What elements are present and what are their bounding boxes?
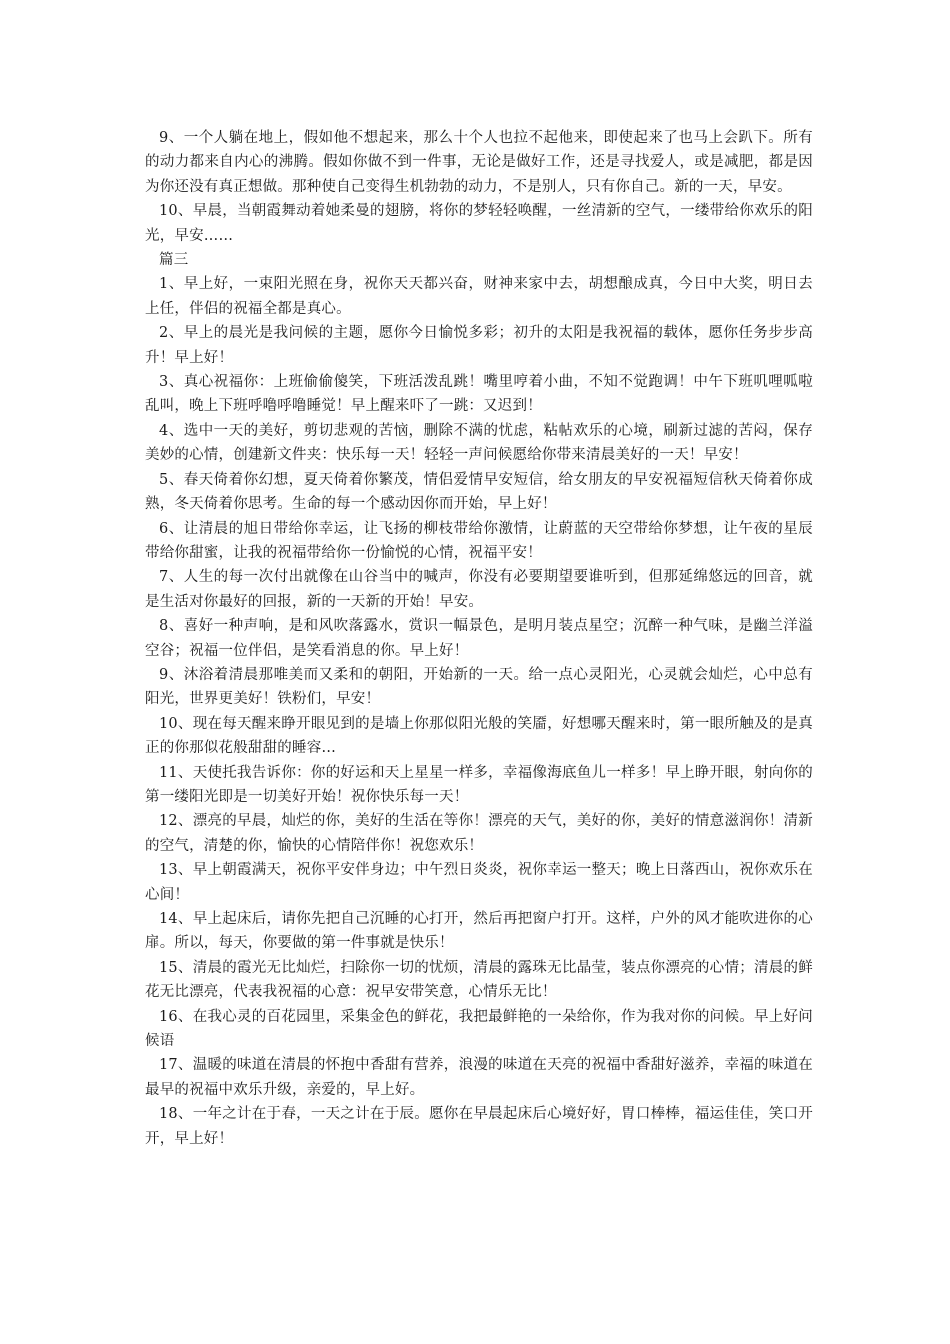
paragraph-12: 12、漂亮的早晨，灿烂的你，美好的生活在等你！漂亮的天气，美好的你，美好的情意滋润你！清新的空气，清楚的你，愉快的心情陪伴你！祝您欢乐！ xyxy=(145,813,813,854)
paragraph-10: 10、现在每天醒来睁开眼见到的是墙上你那似阳光般的笑靥，好想哪天醒来时，第一眼所触及的是真正的你那似花般甜甜的睡容… xyxy=(145,715,813,757)
document-body xyxy=(145,126,813,1151)
paragraph-9: 9、沐浴着清晨那唯美而又柔和的朝阳，开始新的一天。给一点心灵阳光，心灵就会灿烂，心中总有阳光，世界更美好！铁粉们，早安！ xyxy=(145,666,813,708)
paragraph-15: 15、清晨的霞光无比灿烂，扫除你一切的忧烦，清晨的露珠无比晶莹，装点你漂亮的心情；清晨的鲜花无比漂亮，代表我祝福的心意：祝早安带笑意，心情乐无比！ xyxy=(145,959,813,1001)
paragraph-6: 6、让清晨的旭日带给你幸运，让飞扬的柳枝带给你激情，让蔚蓝的天空带给你梦想，让午夜的星辰带给你甜蜜，让我的祝福带给你一份愉悦的心情，祝福平安！ xyxy=(145,520,813,561)
paragraph-10a: 10、早晨，当朝霞舞动着她柔曼的翅膀，将你的梦轻轻唤醒，一丝清新的空气，一缕带给你欢乐的阳光，早安…… xyxy=(145,203,813,244)
paragraph-2: 2、早上的晨光是我问候的主题，愿你今日愉悦多彩；初升的太阳是我祝福的载体，愿你任务步步高升！早上好！ xyxy=(145,325,813,366)
section-heading: 篇三 xyxy=(159,252,189,269)
paragraph-13: 13、早上朝霞满天，祝你平安伴身边；中午烈日炎炎，祝你幸运一整天；晚上日落西山，祝你欢乐在心间！ xyxy=(145,862,813,903)
paragraph-14: 14、早上起床后，请你先把自己沉睡的心打开，然后再把窗户打开。这样，户外的风才能吹进你的心扉。所以，每天，你要做的第一件事就是快乐！ xyxy=(145,911,813,952)
paragraph-5: 5、春天倚着你幻想，夏天倚着你繁茂，情侣爱情早安短信，给女朋友的早安祝福短信秋天倚着你成熟，冬天倚着你思考。生命的每一个感动因你而开始，早上好！ xyxy=(145,471,813,513)
paragraph-7: 7、人生的每一次付出就像在山谷当中的喊声，你没有必要期望要谁听到，但那延绵悠远的回音，就是生活对你最好的回报，新的一天新的开始！早安。 xyxy=(145,569,813,610)
paragraph-11: 11、天使托我告诉你：你的好运和天上星星一样多，幸福像海底鱼儿一样多！早上睁开眼，射向你的第一缕阳光即是一切美好开始！祝你快乐每一天！ xyxy=(145,764,813,805)
paragraph-16: 16、在我心灵的百花园里，采集金色的鲜花，我把最鲜艳的一朵给你，作为我对你的问候。早上好问候语 xyxy=(145,1008,813,1050)
paragraph-17: 17、温暖的味道在清晨的怀抱中香甜有营养，浪漫的味道在天亮的祝福中香甜好滋养，幸福的味道在最早的祝福中欢乐升级，亲爱的，早上好。 xyxy=(145,1057,813,1098)
paragraph-3: 3、真心祝福你：上班偷偷傻笑，下班活泼乱跳！嘴里哼着小曲，不知不觉跑调！中午下班叽哩呱啦乱叫，晚上下班呼噜呼噜睡觉！早上醒来吓了一跳：又迟到！ xyxy=(145,374,813,415)
paragraph-18: 18、一年之计在于春，一天之计在于辰。愿你在早晨起床后心境好好，胃口棒棒，福运佳佳，笑口开开，早上好！ xyxy=(145,1106,813,1147)
paragraph-8: 8、喜好一种声响，是和风吹落露水，赏识一幅景色，是明月装点星空；沉醉一种气味，是幽兰洋溢空谷；祝福一位伴侣，是笑看消息的你。早上好！ xyxy=(145,618,813,659)
paragraph-9a: 9、一个人躺在地上，假如他不想起来，那么十个人也拉不起他来，即使起来了也马上会趴下。所有的动力都来自内心的沸腾。假如你做不到一件事，无论是做好工作，还是寻找爱人，或是减肥，都是因为你还没有真正想做。那种使自己变得生机勃勃的动力，不是别人，只有你自己。新的一天，早安。 xyxy=(145,130,813,195)
paragraph-4: 4、选中一天的美好，剪切悲观的苦恼，删除不满的忧虑，粘帖欢乐的心境，刷新过滤的苦闷，保存美妙的心情，创建新文件夹：快乐每一天！轻轻一声问候愿给你带来清晨美好的一天！早安！ xyxy=(145,422,813,464)
paragraph-1: 1、早上好，一束阳光照在身，祝你天天都兴奋，财神来家中去，胡想酿成真，今日中大奖，明日去上任，伴侣的祝福全都是真心。 xyxy=(145,276,813,317)
